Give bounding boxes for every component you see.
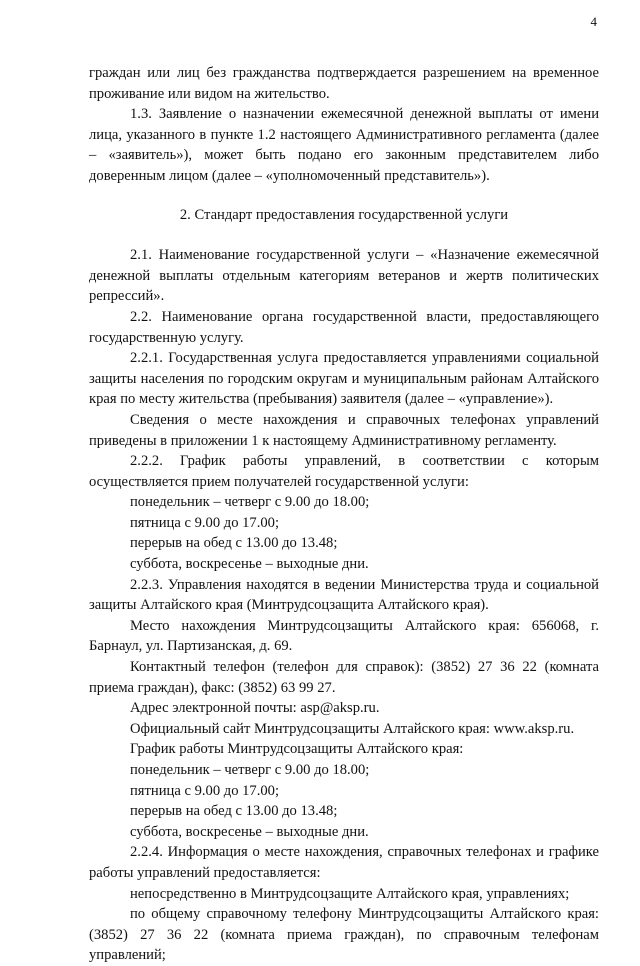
paragraph-departments-contacts: Сведения о месте нахождения и справочных телефонах управлений приведены в приложении 1 к настоящему Административному регламенту.	[89, 411, 599, 449]
document-body	[89, 63, 599, 966]
paragraph-info-phone: по общему справочному телефону Минтрудсоцзащиты Алтайского края: (3852) 27 36 22 (комната приема граждан), по справочным телефонам управлений;	[89, 906, 599, 964]
paragraph-ministry-website: Официальный сайт Минтрудсоцзащиты Алтайского края: www.aksp.ru.	[130, 720, 575, 737]
paragraph-ministry-address: Место нахождения Минтрудсоцзащиты Алтайского края: 656068, г. Барнаул, ул. Партизанская, д. 69.	[89, 617, 599, 655]
ministry-schedule-line-weekend: суббота, воскресенье – выходные дни.	[130, 823, 369, 840]
ministry-schedule-line-friday: пятница с 9.00 до 17.00;	[130, 782, 280, 799]
paragraph-ministry-schedule-title: График работы Минтрудсоцзащиты Алтайского края:	[130, 741, 464, 758]
paragraph-2-2-4-info: 2.2.4. Информация о месте нахождения, справочных телефонах и графике работы управлений предоставляется:	[89, 844, 599, 881]
paragraph-1-3-applicant: 1.3. Заявление о назначении ежемесячной денежной выплаты от имени лица, указанного в пункте 1.2 настоящего Административного регламента (далее – «заявитель»), может быть подано его законным представителем либо доверенным лицом (далее – «уполномоченный представитель»).	[89, 106, 599, 184]
section-heading-standard: 2. Стандарт предоставления государственной услуги	[179, 206, 509, 223]
paragraph-2-2-authority: 2.2. Наименование органа государственной власти, предоставляющего государственную услугу.	[89, 308, 599, 346]
ministry-schedule-line-lunch: перерыв на обед с 13.00 до 13.48;	[130, 803, 338, 820]
schedule-line-friday: пятница с 9.00 до 17.00;	[130, 514, 280, 531]
ministry-schedule-line-weekdays: понедельник – четверг с 9.00 до 18.00;	[130, 762, 370, 778]
paragraph-2-2-3-ministry: 2.2.3. Управления находятся в ведении Министерства труда и социальной защиты Алтайского края (Минтрудсоцзащита Алтайского края).	[89, 576, 599, 614]
page-number: 4	[590, 14, 597, 29]
paragraph-ministry-phone: Контактный телефон (телефон для справок): (3852) 27 36 22 (комната приема граждан), факс: (3852) 63 99 27.	[89, 659, 599, 696]
schedule-line-lunch: перерыв на обед с 13.00 до 13.48;	[130, 535, 338, 552]
paragraph-citizenship-continuation: граждан или лиц без гражданства подтверждается разрешением на временное проживание или видом на жительство.	[89, 65, 599, 102]
paragraph-2-1-service-name: 2.1. Наименование государственной услуги – «Назначение ежемесячной денежной выплаты отдельным категориям ветеранов и жертв политических репрессий».	[89, 247, 599, 305]
paragraph-2-2-1-departments: 2.2.1. Государственная услуга предоставляется управлениями социальной защиты населения по городским округам и муниципальным районам Алтайского края по месту жительства (пребывания) заявителя (далее – «управление»).	[89, 350, 599, 408]
schedule-line-weekend: суббота, воскресенье – выходные дни.	[130, 556, 369, 573]
schedule-line-weekdays: понедельник – четверг с 9.00 до 18.00;	[130, 494, 370, 511]
paragraph-2-2-2-schedule: 2.2.2. График работы управлений, в соответствии с которым осуществляется прием получателей государственной услуги:	[89, 453, 599, 490]
paragraph-ministry-email: Адрес электронной почты: asp@aksp.ru.	[130, 700, 380, 717]
paragraph-info-direct: непосредственно в Минтрудсоцзащите Алтайского края, управлениях;	[130, 885, 570, 902]
